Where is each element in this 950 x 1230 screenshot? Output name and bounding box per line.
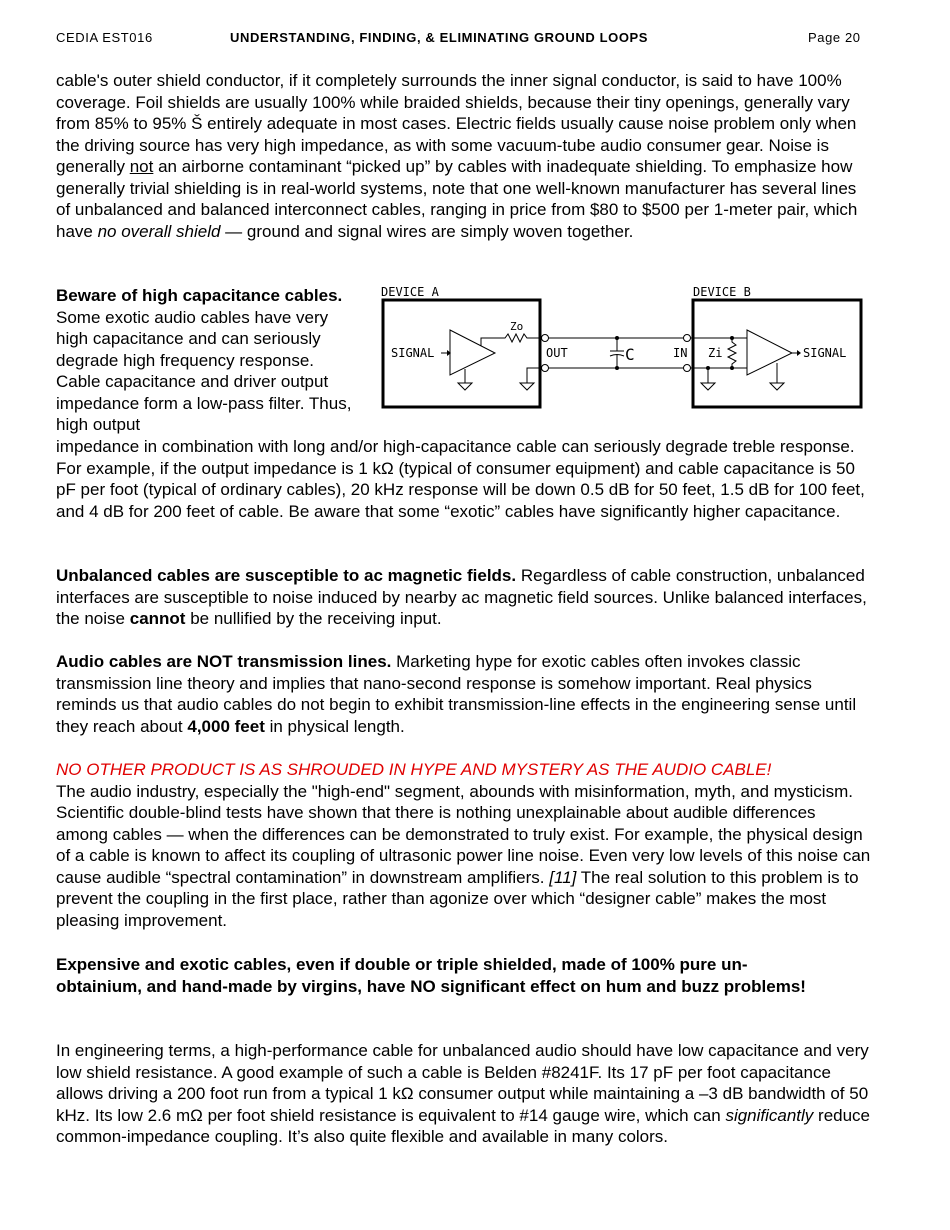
cable-capacitance-diagram	[375, 280, 870, 415]
label-device-a: DEVICE A	[381, 285, 439, 299]
page-number: Page 20	[808, 30, 861, 45]
capacitor-c	[610, 338, 624, 368]
paragraph-hype: NO OTHER PRODUCT IS AS SHROUDED IN HYPE AND MYSTERY AS THE AUDIO CABLE! The audio industry, especially the "high-end" segment, abounds with misinformation, myth, and mysticism. Scientific double-blind tests have shown that there is nothing unexplainable about audible differences among cables — when the differences can be demonstrated to truly exist. For example, the physical design of a cable is known to affect its coupling of ultrasonic power line noise. Even very low levels of this noise can cause audible “spectral contamination” in downstream amplifiers. [11] The real solution to this problem is to prevent the coupling in the first place, rather than agonize over which “designer cable” makes the most pleasing improvement.	[56, 760, 871, 930]
ground-icon	[770, 363, 784, 390]
amplifier-a	[450, 330, 495, 375]
paragraph-engineering: In engineering terms, a high-performance cable for unbalanced audio should have low capacitance and very low shield resistance. A good example of such a cable is Belden #8241F. Its 17 pF per foot capacitance allows driving a 200 foot run from a typical 1 kΩ consumer output while maintaining a –3 dB bandwidth of 50 kHz. Its low 2.6 mΩ per foot shield resistance is equivalent to #14 gauge wire, which can significantly reduce common-impedance coupling. It’s also quite flexible and available in many colors.	[56, 1041, 871, 1146]
resistor-zi	[728, 338, 736, 368]
paragraph-magnetic-fields: Unbalanced cables are susceptible to ac magnetic fields. Regardless of cable construction, unbalanced interfaces are susceptible to noise induced by nearby ac magnetic field sources. Unlike balanced interfaces, the noise cannot be nullified by the receiving input.	[56, 566, 867, 628]
resistor-zo	[481, 334, 542, 346]
label-zo: Zo	[510, 320, 524, 333]
paragraph-transmission-lines: Audio cables are NOT transmission lines. Marketing hype for exotic cables often invokes classic transmission line theory and implies that nano-second response is somehow important. Real physics reminds us that audio cables do not begin to exhibit transmission-line effects in the engineering sense until they reach about 4,000 feet in physical length.	[56, 652, 857, 736]
label-signal-in: SIGNAL	[391, 346, 435, 360]
label-c: C	[625, 345, 635, 364]
header-doc-id: CEDIA EST016	[56, 30, 153, 45]
label-zi: Zi	[708, 346, 723, 360]
label-out: OUT	[546, 346, 568, 360]
ground-icon	[701, 368, 715, 390]
paragraph-capacitance: impedance in combination with long and/or high-capacitance cable can seriously degrade treble response. For example, if the output impedance is 1 kΩ (typical of consumer equipment) and cable capacitance is 50 pF per foot (typical of ordinary cables), 20 kHz response will be down 0.5 dB for 50 feet, 1.5 dB for 100 feet, and 4 dB for 200 feet of cable. Be aware that some “exotic” cables have significantly higher capacitance.	[56, 437, 865, 521]
paragraph-shielding: cable's outer shield conductor, if it completely surrounds the inner signal conductor, is said to have 100% coverage. Foil shields are usually 100% while braided shields, because their tiny openings, generally vary from 85% to 95% Š entirely adequate in most cases. Electric fields usually cause noise problem only when the driving source has very high impedance, as with some vacuum-tube audio consumer gear. Noise is generally not an airborne contaminant “picked up” by cables with inadequate shielding. To emphasize how generally trivial shielding is in real-world systems, note that one well-known manufacturer has several lines of unbalanced and balanced interconnect cables, ranging in price from $80 to $500 per 1-meter pair, which have no overall shield — ground and signal wires are simply woven together.	[56, 71, 858, 241]
label-in: IN	[673, 346, 688, 360]
label-signal-out: SIGNAL	[803, 346, 847, 360]
header-title: UNDERSTANDING, FINDING, & ELIMINATING GROUND LOOPS	[230, 30, 649, 45]
label-device-b: DEVICE B	[693, 285, 751, 299]
paragraph-capacitance-intro: Beware of high capacitance cables. Some exotic audio cables have very high capacitance and can seriously degrade high frequency response. Cable capacitance and driver output impedance form a low-pass filter. Thus, high output	[56, 286, 352, 434]
paragraph-expensive-cables: Expensive and exotic cables, even if double or triple shielded, made of 100% pure un-obtainium, and hand-made by virgins, have NO significant effect on hum and buzz problems!	[56, 955, 806, 996]
amplifier-b	[747, 330, 792, 375]
ground-icon	[458, 369, 472, 390]
cable	[548, 338, 684, 368]
